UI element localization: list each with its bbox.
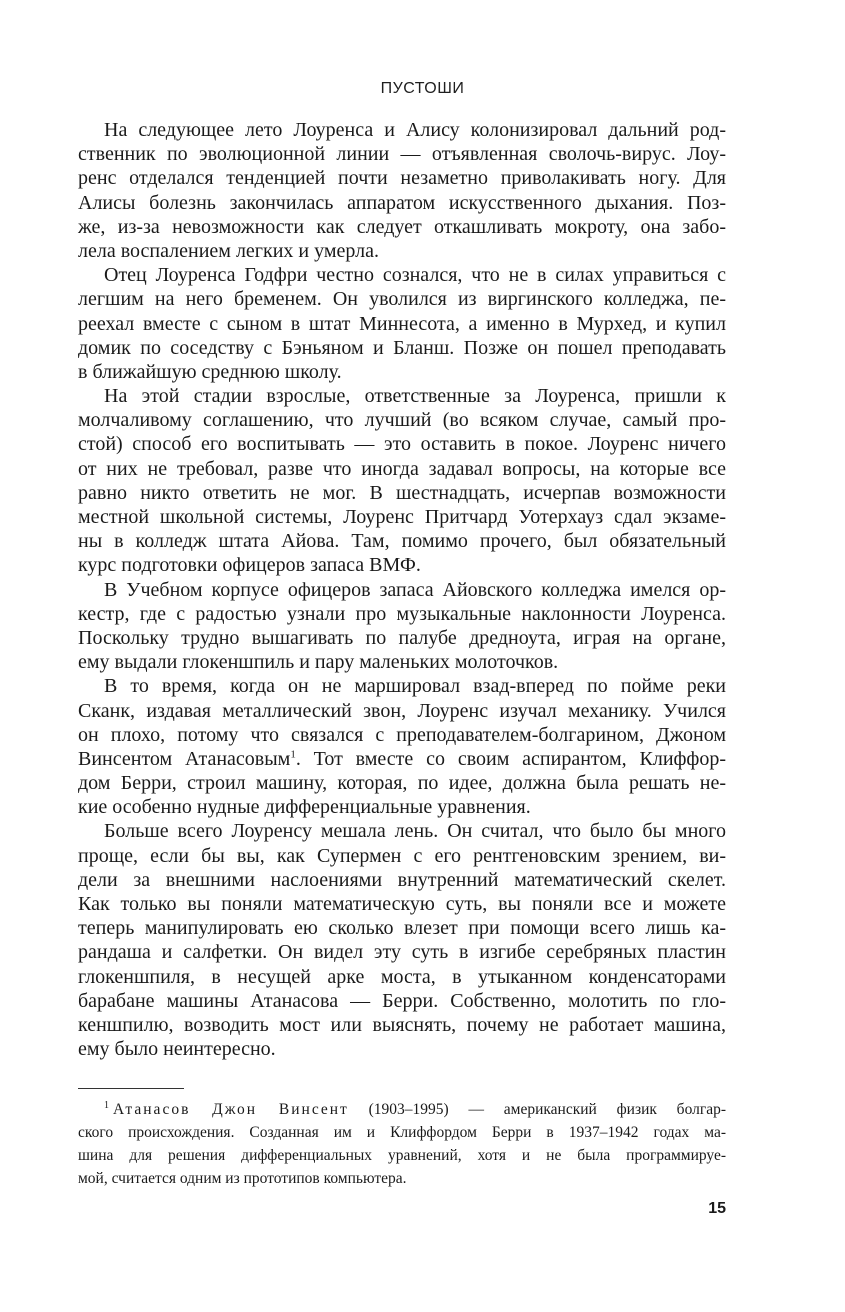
text-line: В то время, когда он не маршировал взад-вперед по пойме реки [104,675,726,698]
text-line: ему было неинтересно. [78,1038,276,1061]
text-line: Отец Лоуренса Годфри честно сознался, что не в силах управиться с [104,264,726,287]
text-line: он плохо, потому что связался с преподавателем-болгарином, Джоном [78,723,726,746]
text-line: реехал вместе с сыном в штат Миннесота, а именно в Мурхед, и купил [78,312,726,335]
text-line: глокеншпиля, в несущей арке моста, в утыканном конденсаторами [78,965,726,988]
paragraph [78,674,726,819]
footnote-reference[interactable]: 1 [290,748,296,761]
text-line: кие особенно нудные дифференциальные уравнения. [78,796,531,819]
running-header: ПУСТОШИ [380,80,465,97]
text-line: молчаливому соглашению, что лучший (во всяком случае, самый про- [78,409,726,432]
paragraph [78,263,726,384]
text-line: ренс отделался тенденцией почти незаметно приволакивать ногу. Для [78,167,726,190]
text-line: стой) способ его воспитывать — это оставить в покое. Лоуренс ничего [78,433,726,456]
text-line: равно никто ответить не мог. В шестнадцать, исчерпав возможности [78,481,726,504]
text-span: Винсентом Атанасовым [78,747,291,770]
paragraph [78,819,726,1061]
text-line: дели за внешними наслоениями внутренний математический скелет. [78,868,726,891]
paragraph [78,118,726,263]
footnote [78,1098,726,1190]
text-line: Алисы болезнь закончилась аппаратом искусственного дыхания. Поз- [78,191,726,214]
text-line: барабане машины Атанасова — Берри. Собственно, молотить по гло- [78,989,726,1012]
text-line: На этой стадии взрослые, ответственные за Лоуренса, пришли к [104,385,726,408]
text-line: проще, если бы вы, как Супермен с его рентгеновским зрением, ви- [78,844,726,867]
text-line: в ближайшую среднюю школу. [78,360,342,383]
text-line: ственник по эволюционной линии — отъявленная сволочь-вирус. Лоу- [78,143,726,166]
text-line: лела воспалением легких и умерла. [78,239,379,262]
footnote-number: 1 [104,1099,109,1111]
text-line: Больше всего Лоуренсу мешала лень. Он считал, что было бы много [104,820,726,843]
paragraph [78,578,726,675]
footnote-line: ского происхождения. Созданная им и Клиффордом Берри в 1937–1942 годах ма- [78,1124,726,1141]
text-line: Поскольку трудно вышагивать по палубе дредноута, играя на органе, [78,626,726,649]
text-span: (1903–1995) — американский физик болгар- [348,1101,726,1118]
body-text [78,118,726,1061]
text-line: Как только вы поняли математическую суть, вы поняли все и можете [78,893,726,915]
text-line: Сканк, издавая металлический звон, Лоуренс изучал механику. Учился [78,699,726,722]
text-line: ны в колледж штата Айова. Там, помимо прочего, был обязательный [78,530,726,553]
text-line: В Учебном корпусе офицеров запаса Айовского колледжа имелся ор- [104,578,726,601]
text-line: от них не требовал, разве что иногда задавал вопросы, на которые все [78,457,726,480]
text-line: На следующее лето Лоуренса и Алису колонизировал дальний род- [104,119,726,141]
text-line: домик по соседству с Бэньяном и Бланш. Позже он пошел преподавать [78,336,726,359]
text-line: же, из-за невозможности как следует откашливать мокроту, она забо- [78,215,726,238]
paragraph [78,384,726,578]
text-line: дом Берри, строил машину, которая, по идее, должна была решать не- [78,772,726,795]
footnote-name: Атанасов Джон Винсент [113,1101,349,1118]
text-line: курс подготовки офицеров запаса ВМФ. [78,554,421,577]
text-span: . Тот вместе со своим аспирантом, Клиффор- [295,747,726,770]
text-line: рандаша и салфетки. Он видел эту суть в изгибе серебряных пластин [78,941,726,964]
page-number: 15 [708,1200,726,1217]
text-line: ему выдали глокеншпиль и пару маленьких молоточков. [78,651,559,674]
text-line: кестр, где с радостью узнали про музыкальные наклонности Лоуренса. [78,602,726,625]
footnote-line: мой, считается одним из прототипов компьютера. [78,1170,407,1187]
text-line: кеншпилю, возводить мост или выяснять, почему не работает машина, [78,1013,726,1036]
text-line: теперь манипулировать ею сколько влезет при помощи всего лишь ка- [78,917,726,940]
footnote-divider [78,1088,184,1089]
footnote-line: шина для решения дифференциальных уравнений, хотя и не была программируе- [78,1147,726,1164]
text-line: легшим на него бременем. Он уволился из виргинского колледжа, пе- [78,288,726,311]
text-line [78,747,726,771]
text-line: местной школьной системы, Лоуренс Притчард Уотерхауз сдал экзаме- [78,506,726,528]
footnote-line [78,1098,726,1121]
